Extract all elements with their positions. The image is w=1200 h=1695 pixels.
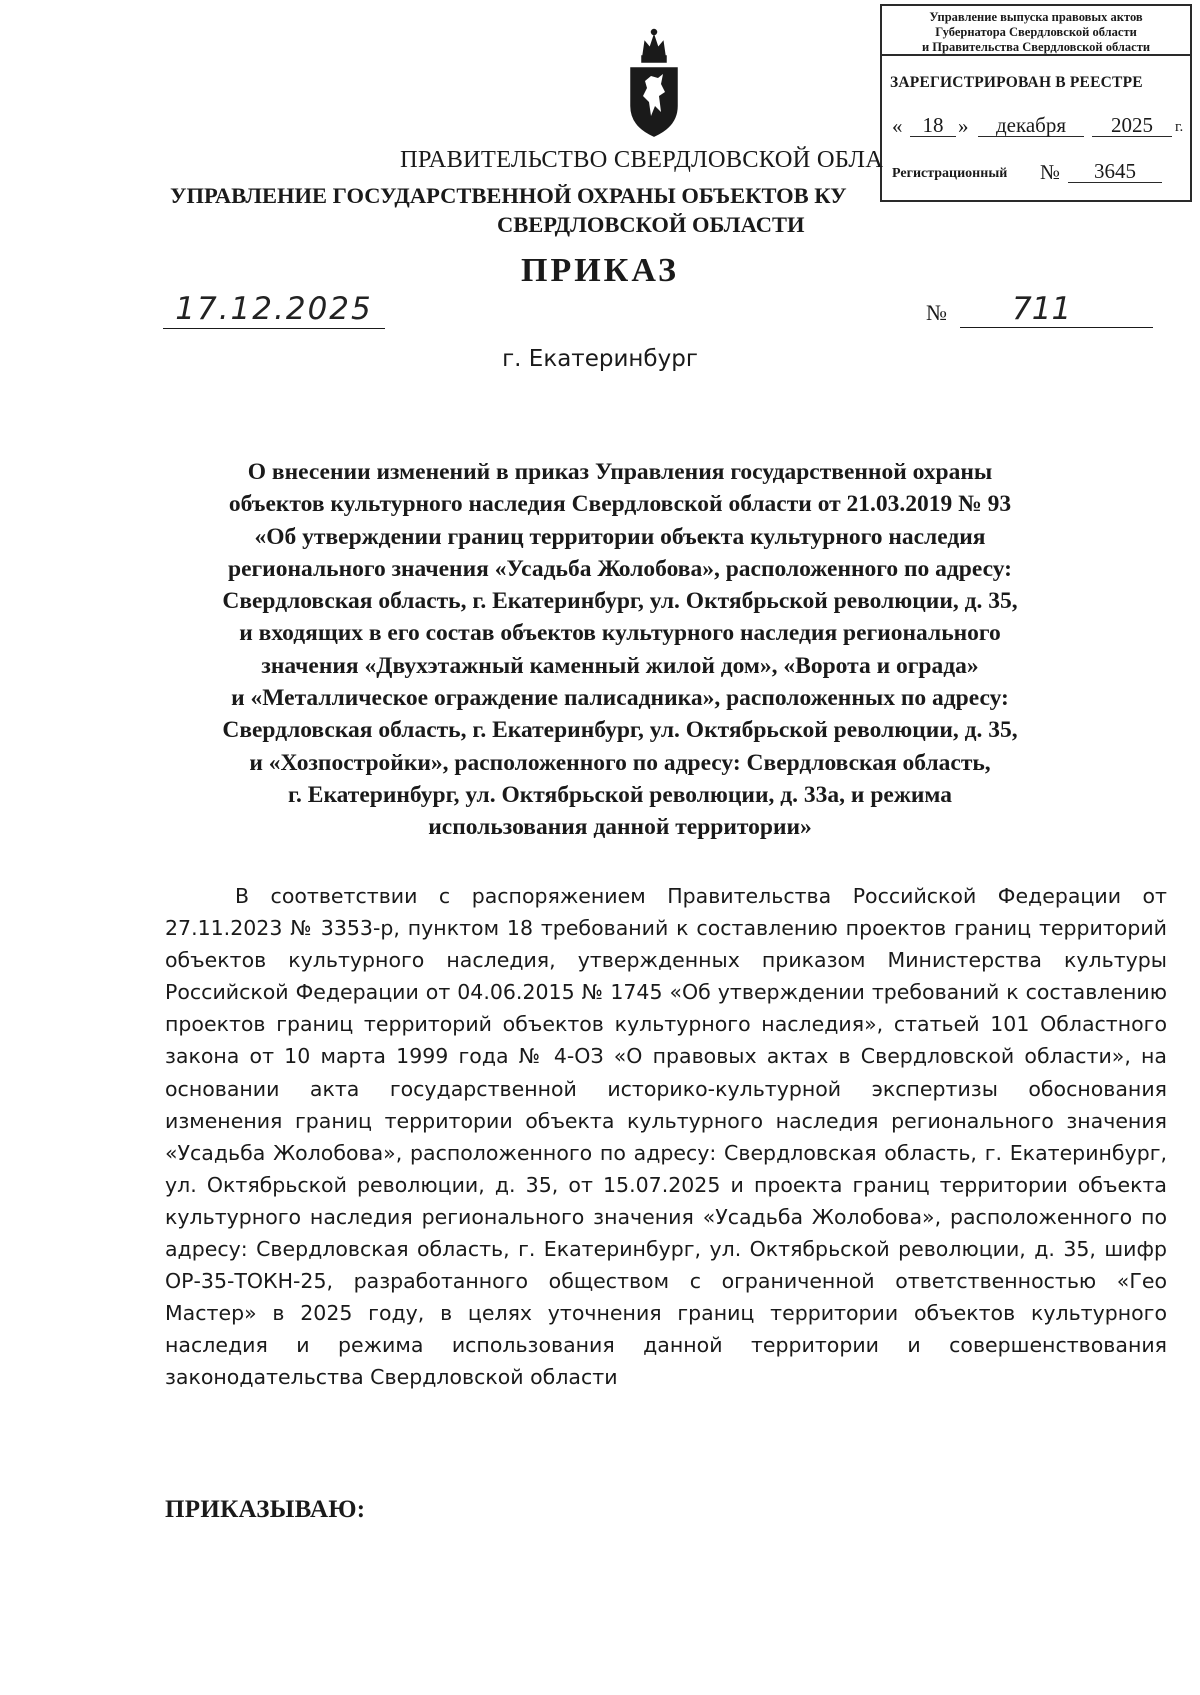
stamp-date [890,114,1190,138]
government-name: ПРАВИТЕЛЬСТВО СВЕРДЛОВСКОЙ ОБЛА [400,146,884,173]
stamp-num-sign: № [1040,160,1061,184]
heading-line: значения «Двухэтажный каменный жилой дом», «Ворота и ограда» [261,652,979,679]
department-name-line1: УПРАВЛЕНИЕ ГОСУДАРСТВЕННОЙ ОХРАНЫ ОБЪЕКТОВ КУ [170,183,847,208]
heading-line: «Об утверждении границ территории объекта культурного наследия [254,523,986,550]
stamp-registered-label: ЗАРЕГИСТРИРОВАН В РЕЕСТРЕ [890,74,1143,91]
stamp-quote-close: » [958,114,969,138]
heading-line: г. Екатеринбург, ул. Октябрьской революции, д. 33а, и режима [288,781,952,808]
heading-line: регионального значения «Усадьба Жолобова», расположенного по адресу: [228,555,1012,582]
coat-of-arms-icon [625,26,683,138]
heading-line: и «Хозпостройки», расположенного по адресу: Свердловская область, [249,749,991,776]
heading-line: и «Металлическое ограждение палисадника», расположенных по адресу: [231,685,1009,712]
order-heading [140,456,1100,844]
stamp-year: 2025 [1092,114,1172,137]
document-type: ПРИКАЗ [521,252,679,289]
stamp-reg-number-row [890,160,1190,186]
stamp-reg-label: Регистрационный [892,166,1008,181]
order-verb: ПРИКАЗЫВАЮ: [165,1496,366,1523]
department-name-line2: СВЕРДЛОВСКОЙ ОБЛАСТИ [497,212,805,237]
order-number-handwritten: 711 [960,290,1153,328]
stamp-reg-number: 3645 [1068,160,1162,183]
registry-stamp [880,4,1192,202]
stamp-day: 18 [910,114,956,137]
order-number-label: № [926,300,947,325]
stamp-quote-open: « [892,114,903,138]
heading-line: Свердловская область, г. Екатеринбург, ул. Октябрьской революции, д. 35, [222,588,1018,615]
preamble-paragraph: В соответствии с распоряжением Правительства Российской Федерации от 27.11.2023 № 3353-р, пунктом 18 требований к составлению проектов границ территорий объектов культурного наследия, утвержденных приказом Министерства культуры Российской Федерации от 04.06.2015 № 1745 «Об утверждении требований к составлению проектов границ территорий объектов культурного наследия», статьей 101 Областного закона от 10 марта 1999 года № 4-ОЗ «О правовых актах в Свердловской области», на основании акта государственной историко-культурной экспертизы обоснования изменения границ территории объекта культурного наследия регионального значения «Усадьба Жолобова», расположенного по адресу: Свердловская область, г. Екатеринбург, ул. Октябрьской революции, д. 35, от 15.07.2025 и проекта границ территории объекта культурного наследия регионального значения «Усадьба Жолобова», расположенного по адресу: Свердловская область, г. Екатеринбург, ул. Октябрьской революции, д. 35, шифр ОР-35-ТОКН-25, разработанного обществом с ограниченной ответственностью «Гео Мастер» в 2025 году, в целях уточнения границ территории объектов культурного наследия и режима использования данной территории и совершенствования законодательства Свердловской области [165,884,1167,1390]
order-date-handwritten: 17.12.2025 [163,290,385,329]
heading-line: Свердловская область, г. Екатеринбург, ул. Октябрьской революции, д. 35, [222,717,1018,744]
stamp-dept-line: Управление выпуска правовых актов [929,10,1143,24]
heading-line: и входящих в его состав объектов культурного наследия регионального [239,620,1001,647]
heading-line: объектов культурного наследия Свердловской области от 21.03.2019 № 93 [228,491,1012,518]
heading-line: О внесении изменений в приказ Управления государственной охраны [247,459,993,485]
heading-line: использования данной территории» [428,814,812,841]
stamp-dept-line: Губернатора Свердловской области [935,25,1137,39]
stamp-year-suffix: г. [1175,119,1184,135]
stamp-month: декабря [978,114,1084,137]
city: г. Екатеринбург [502,346,698,372]
stamp-dept-line: и Правительства Свердловской области [921,40,1151,54]
stamp-department [882,6,1190,56]
